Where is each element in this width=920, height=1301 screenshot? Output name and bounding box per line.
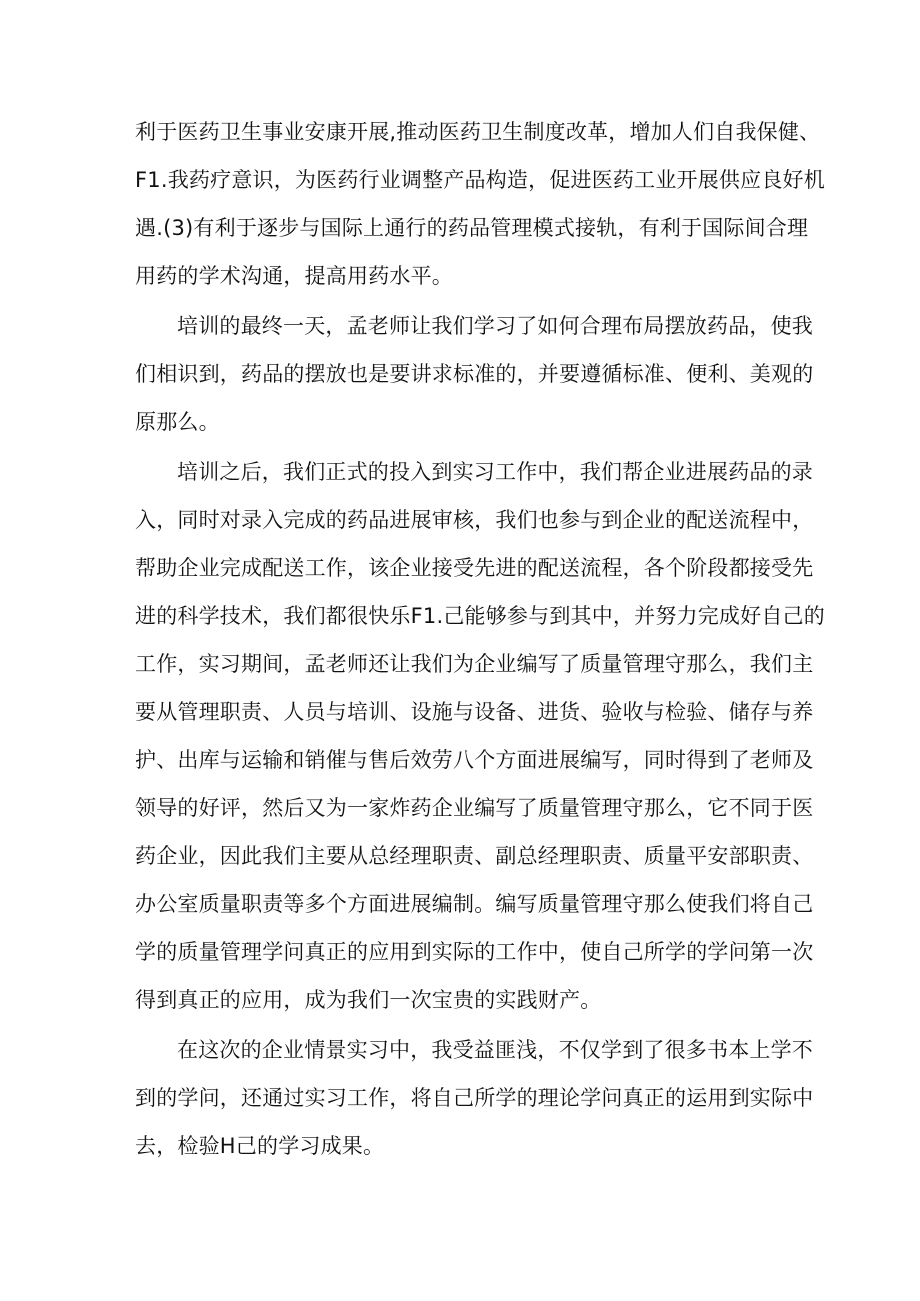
text-line: 培训之后，我们正式的投入到实习工作中，我们帮企业进展药品的录 — [177, 460, 813, 484]
text-line: 原那么。 — [135, 410, 220, 434]
text-line: 遇.(3)有利于逐步与国际上通行的药品管理模式接轨，有利于国际间合理 — [135, 216, 809, 240]
text-line: 工作，实习期间，孟老师还让我们为企业编写了质量管理守那么，我们主 — [135, 652, 814, 676]
text-line: 护、出库与运输和销催与售后效劳八个方面进展编写，同时得到了老师及 — [135, 748, 814, 772]
text-line: 要从管理职责、人员与培训、设施与设备、进货、验收与检验、储存与养 — [135, 700, 814, 724]
text-line: 在这次的企业情景实习中，我受益匪浅，不仅学到了很多书本上学不 — [177, 1038, 813, 1062]
text-line: 得到真正的应用，成为我们一次宝贵的实践财产。 — [135, 988, 602, 1012]
text-line: 培训的最终一天，孟老师让我们学习了如何合理布局摆放药品，使我 — [177, 314, 813, 338]
text-line: 到的学问，还通过实习工作，将自己所学的理论学问真正的运用到实际中 — [135, 1086, 814, 1110]
text-line: 药企业，因此我们主要从总经理职责、副总经理职责、质量平安部职责、 — [135, 844, 814, 868]
text-line: 领导的好评，然后又为一家炸药企业编写了质量管理守那么，它不同于医 — [135, 796, 814, 820]
text-line: 去，检验H己的学习成果。 — [135, 1134, 385, 1158]
text-line: 们相识到，药品的摆放也是要讲求标准的，并要遵循标准、便利、美观的 — [135, 362, 814, 386]
text-line: 进的科学技术，我们都很快乐F1.己能够参与到其中，并努力完成好自己的 — [135, 604, 825, 628]
text-line: 入，同时对录入完成的药品进展审核，我们也参与到企业的配送流程中， — [135, 508, 814, 532]
text-line: 帮助企业完成配送工作，该企业接受先进的配送流程，各个阶段都接受先 — [135, 556, 814, 580]
text-line: 利于医药卫生事业安康开展,推动医药卫生制度改革，增加人们自我保健、 — [135, 120, 821, 144]
text-line: 办公室质量职责等多个方面进展编制。编写质量管理守那么使我们将自己 — [135, 892, 814, 916]
text-line: F1.我药疗意识，为医药行业调整产品构造，促进医药工业开展供应良好机 — [135, 168, 825, 192]
text-line: 学的质量管理学问真正的应用到实际的工作中，使自己所学的学问第一次 — [135, 940, 814, 964]
text-line: 用药的学术沟通，提高用药水平。 — [135, 264, 453, 288]
